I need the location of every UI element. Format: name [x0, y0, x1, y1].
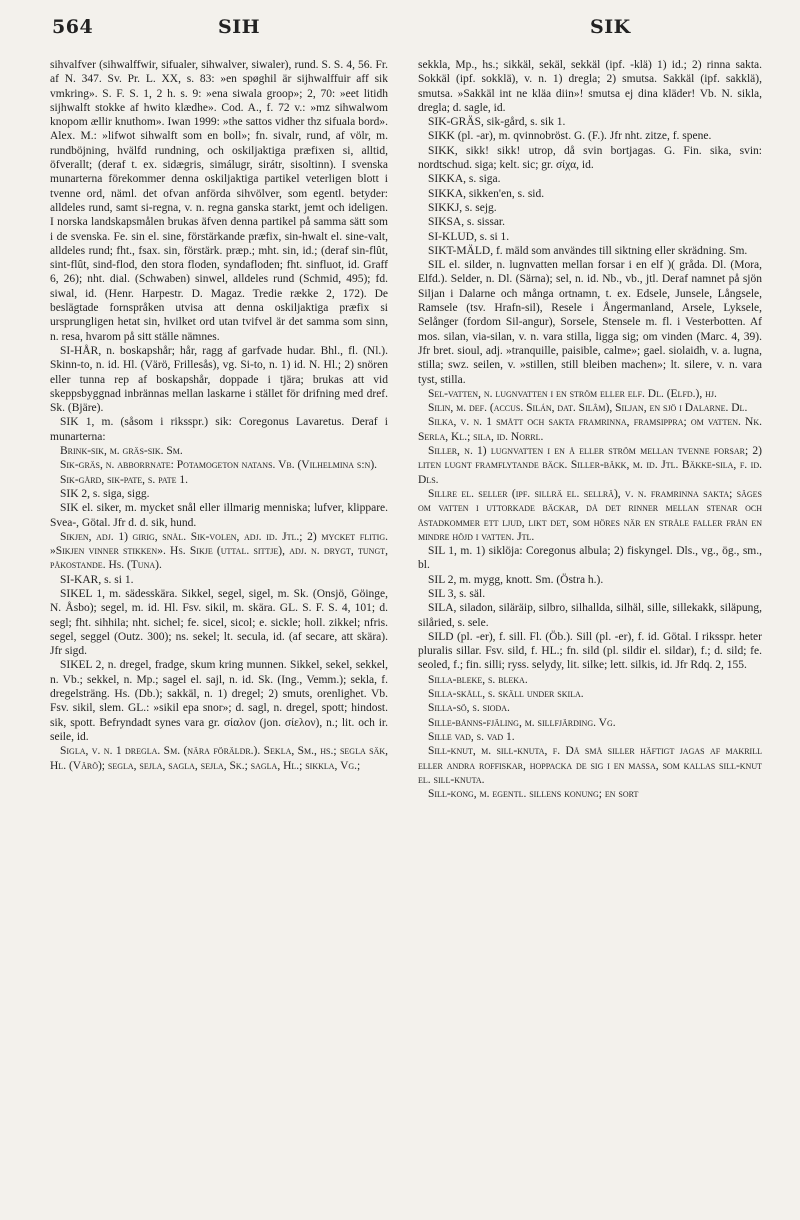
dictionary-entry: SILD (pl. -er), f. sill. Fl. (Öb.). Sill (pl. -er), f. id. Götal. I riksspr. heter pluralis sillar. Fsv. sild, f. HL.; fn. sild (pl. sildir el. sildar), f.; d. sild; fe. seoled, f.; fin. silli; ryss. selydy, lit. silke; lett. silkis, id. Jfr Rdq. 2, 155. [418, 630, 762, 672]
dictionary-entry: SIKEL 2, n. dregel, fradge, skum kring munnen. Sikkel, sekel, sekkel, n. Vb.; sekkel, n. Mp.; sagel el. sajl, n. id. Sk. (Ing., Vemm.); sekla, f. dregelsträng. Hs. (Db.); sakkäl, n. 1) dregel; 2) smuts, orenlighet. Vb. Fsv. sikil, slem. GL.: »sikil epa snor»; d. sagl, n. dregel, spott; hindost. sik, spott. Befryndadt synes vara gr. σίαλον (jon. σίελον), n.; lit. och ir. seile, id. [50, 659, 388, 743]
dictionary-entry: SIKK, sikk! sikk! utrop, då svin bortjagas. G. Fin. sika, svin: nordtschud. siga; kelt. sic; gr. σίχα, id. [418, 144, 762, 172]
dictionary-entry: SIKEL 1, m. sädesskära. Sikkel, segel, sigel, m. Sk. (Onsjö, Göinge, N. Åsbo); segel, m. id. Hl. Fsv. sikil, m. skära. GL. S. F. S. 4, 101; d. segl; fht. sihhila; nht. sichel; fe. sicel, sicol; e. sickle; holl. zikkel; nfris. segel, seggel (Outz. 300); ns. sekel; lt. secula, id. (af secare, att skära). Jfr sigd. [50, 587, 388, 658]
dictionary-entry: SIL 3, s. säl. [428, 587, 486, 600]
dictionary-entry: Siller, n. 1) lugnvatten i en å eller ström mellan tvenne forsar; 2) liten lugnt framflytande bäck. Siller-bäkk, m. id. Jtl. Bäkke-sila, f. id. Dls. [418, 445, 762, 486]
dictionary-entry: SIKK (pl. -ar), m. qvinnobröst. G. (F.). Jfr nht. zitze, f. spene. [428, 130, 712, 143]
dictionary-entry: SIK 1, m. (såsom i riksspr.) sik: Coregonus Lavaretus. Deraf i munarterna: [50, 416, 388, 443]
dictionary-entry: Sill-knut, m. sill-knuta, f. Då små siller häftigt jagas af makrill eller andra roffiskar, hoppacka de sig i en massa, som kallas sill-knut el. sill-knuta. [418, 745, 762, 786]
right-running-head: SIK [590, 16, 631, 38]
dictionary-entry: Sigla, v. n. 1 dregla. Sm. (nära föräldr.). Sekla, Sm., hs.; segla säk, Hl. (Värö); segla, sejla, sagla, sejla, Sk.; sagla, Hl.; sikkla, Vg.; [50, 745, 388, 772]
dictionary-entry: Silin, m. def. (accus. Silán, dat. Silâm), Siljan, en sjö i Dalarne. Dl. [428, 402, 748, 415]
dictionary-entry: SIKKA, s. siga. [428, 173, 501, 186]
dictionary-entry: SIK 2, s. siga, sigg. [60, 487, 150, 500]
dictionary-entry: SI-KLUD, s. si 1. [428, 230, 510, 243]
dictionary-entry: sihvalfver (sihwalffwir, sifualer, sihwalver, siwaler), rund. S. S. 4, 56. Fr. af N. 347. Sv. Pr. L. XX, s. 83: »en spøghil är sijhwalffuir aff sik vmkring». S. F. S. 1, 2 h. s. 9: »ena siwala groop»; 2, 70: »eet litidh sijhwalft stokke af hwito klædhe». Cod. A., f. 72 v.: »mz sihwalwom knopom ællir knuthom». Iwan 1999: »the sattos vidher thz sifuala bord». Alex. M.: »lifwot sihwalft som en boll»; fn. sivalr, rund, af völr, m. rundböjning, hvälfd rundning, och oskiljaktiga præfixen si, alltid, öfverallt; (deraf t. ex. sidægris, simálugr, sirátr, sisoltinn). I svenska munarterna förekommer denna oskiljaktiga partikel veterligen blott i tvenne ord, näml. det ofvan anförda sihvölver, som egentl. betyder: alldeles rund, samt si-regna, v. n. regna ganska starkt, jemt och ideligen. I norska landskapsmålen brukas äfven denna partikel på samma sätt som i de svenska. Fe. sin el. sine, förstärkande præfix, sin-hwalt el. sine-valt, alldeles rund; fht., fsax. sin, förstärk. præp.; mht. sin, id.; (deraf sin-flût, sint-flût, sind-flod, den stora floden, syndafloden; fht. sinfluot, id. Graff 6, 26); nht. dial. (Schwaben) sinwel, alldeles rund (Schmid, 495); fd. siwal, id. (Henr. Harpestr. D. Magaz. Tredie række 2, 172). De beslägtade fornspråken utvisa att denna oskiljaktiga præfix si ursprungligen hetat sin, hvilket ord utan tvifvel är det samma som sinn, n. resa, hvarom på sitt ställe nämnes. [50, 59, 388, 343]
dictionary-entry: Silla-skåll, s. skäll under skila. [428, 688, 584, 701]
dictionary-entry: Sik-gård, sik-pate, s. pate 1. [60, 473, 189, 486]
right-column [418, 58, 762, 1208]
dictionary-entry: SIL el. silder, n. lugnvatten mellan forsar i en elf )( gråda. Dl. (Mora, Elfd.). Selder, n. Dl. (Särna); sel, n. id. Nb., vb., jtl. Deraf namnet på sjön Siljan i Dalarne och många ortnamn, t. ex. Edsele, Junsele, Långsele, Ramsele (tsv. Hrafn-sil), Resele i Ångermanland, Arsele, Lyksele, Selånger (fordom Sil-angur), Sorsele, Stensele m. fl. i Vesterbotten. Af mos. silan, via-silan, v. n. vara stilla, ligga sig; om vinden (Marc. 4, 39). Jfr bret. sioul, adj. »tranquille, paisible, calme»; gael. siolaidh, v. a. lugna, stilla; swz. seilen, v. »stillen, still bleiben machen»; lt. silere, v. n. vara tyst, stilla. [418, 259, 762, 386]
dictionary-entry: SIKT-MÄLD, f. mäld som användes till siktning eller skrädning. Sm. [428, 244, 748, 257]
dictionary-entry: Sill-kong, m. egentl. sillens konung; en sort [428, 788, 639, 801]
dictionary-entry: SIK el. siker, m. mycket snål eller illmarig menniska; lufver, klippare. Svea-, Götal. Jfr d. d. sik, hund. [50, 502, 388, 529]
dictionary-entry: SI-HÅR, n. boskapshår; hår, ragg af garfvade hudar. Bhl., fl. (Nl.). Skinn-to, n. id. Hl. (Värö, Frillesås), vg. Si-to, n. 1) id. N. Hl.; 2) snören eller tunna rep af boskapshår, doppade i tjära; brukas att vid skeppsbyggnad inbrännas mellan laskarne i stället för drifning med dref. Sk. (Bjäre). [50, 344, 388, 415]
dictionary-entry: SIKKA, sikken'en, s. sid. [428, 187, 545, 200]
dictionary-entry: Silka, v. n. 1 smått och sakta framrinna, framsippra; om vatten. Nk. Serla, Kl.; sila, id. Norrl. [418, 416, 762, 443]
dictionary-entry: Sel-vatten, n. lugnvatten i en ström eller elf. Dl. (Elfd.), hj. [428, 387, 717, 400]
dictionary-entry: sekkla, Mp., hs.; sikkäl, sekäl, sekkäl (ipf. -klä) 1) id.; 2) rinna sakta. Sokkäl (ipf. sokklä), v. n. 1) dregla; 2) smutsa. Sakkäl (ipf. sakklä), smutsa. »Sakkäl int ne kläa diin»! smutsa ej dina kläder! Vb. N. sikla, dregla; d. sagle, id. [418, 59, 762, 114]
dictionary-entry: Sik-gräs, n. abborrnate: Potamogeton natans. Vb. (Vilhelmina s:n). [60, 459, 378, 472]
left-running-head: SIH [218, 16, 261, 38]
dictionary-entry: Sikjen, adj. 1) girig, snål. Sik-volen, adj. id. Jtl.; 2) mycket flitig. »Sikjen vinner stikken». Hs. Sikje (uttal. sittje), adj. n. drygt, tungt, påkostande. Hs. (Tuna). [50, 530, 388, 572]
dictionary-entry: Silla-sö, s. sioda. [428, 702, 510, 715]
page-number: 564 [52, 16, 94, 38]
left-column [50, 58, 388, 1208]
dictionary-entry: SI-KAR, s. si 1. [60, 573, 134, 586]
dictionary-entry: Sille vad, s. vad 1. [428, 730, 515, 743]
dictionary-entry: SIKKJ, s. sejg. [428, 201, 497, 214]
dictionary-entry: SIKSA, s. sissar. [428, 216, 506, 229]
dictionary-entry: Sillre el. seller (ipf. sillrä el. sellrä), v. n. framrinna sakta; säges om vatten i uttorkade bäckar, då det rinner mellan stenar och åstadkommer ett ljud, likt det, som höres när en stråle faller från en mindre höjd i vatten. Jtl. [418, 487, 762, 543]
dictionary-entry: SILA, siladon, siläräip, silbro, silhallda, silhäl, sille, sillekakk, siläpung, silåried, s. sele. [418, 602, 762, 629]
dictionary-entry: SIL 2, m. mygg, knott. Sm. (Östra h.). [428, 573, 604, 586]
dictionary-entry: Brink-sik, m. gräs-sik. Sm. [60, 445, 183, 458]
page-header [48, 8, 752, 48]
dictionary-entry: Silla-bleke, s. bleka. [428, 673, 528, 686]
dictionary-entry: SIL 1, m. 1) siklöja: Coregonus albula; 2) fiskyngel. Dls., vg., ög., sm., bl. [418, 545, 762, 572]
dictionary-entry: SIK-GRÄS, sik-gård, s. sik 1. [428, 116, 566, 129]
dictionary-entry: Sille-bånns-fjäling, m. sillfjärding. Vg. [428, 716, 616, 729]
